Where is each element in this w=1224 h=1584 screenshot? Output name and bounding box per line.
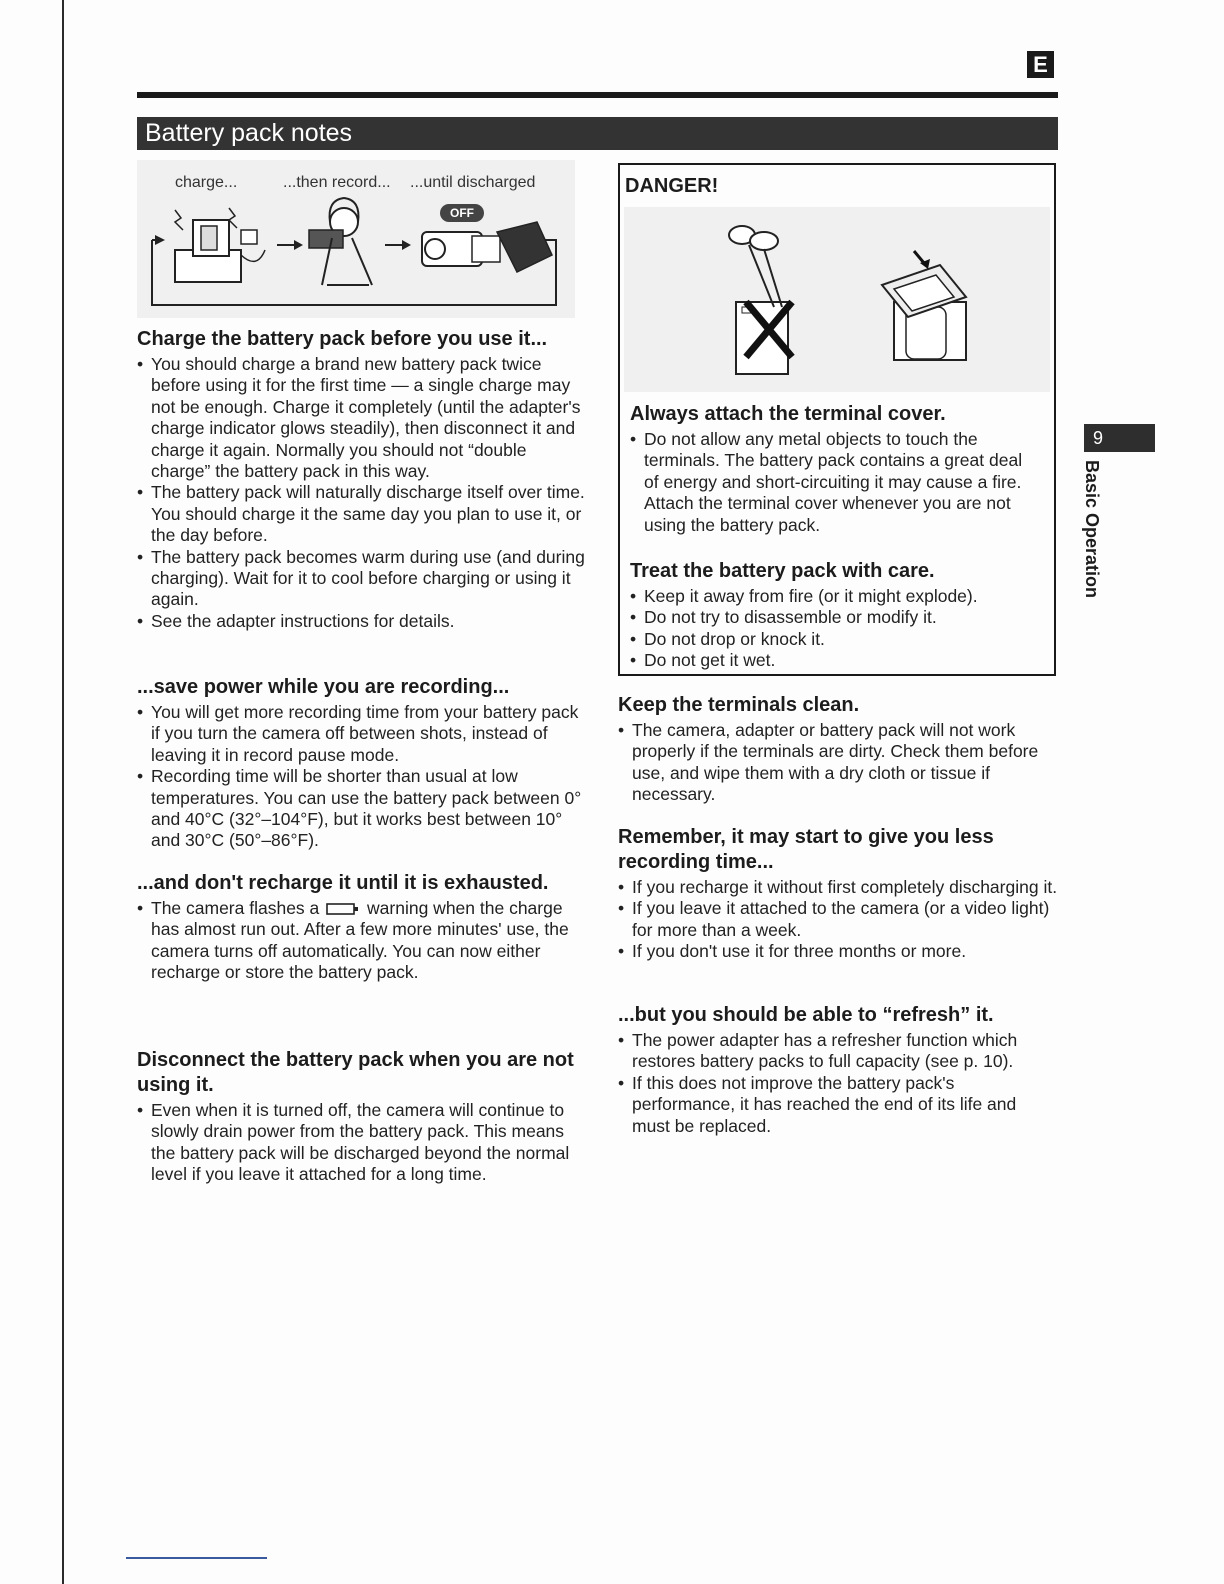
list-item <box>137 898 587 984</box>
terminals-clean-list <box>618 720 1058 806</box>
list-item: • Do not get it wet. <box>630 650 1040 671</box>
charger-icon <box>175 208 265 282</box>
section-treat-care <box>630 559 1040 672</box>
list-item: • Do not try to disassemble or modify it. <box>630 607 1040 628</box>
heading-refresh: ...but you should be able to “refresh” it. <box>618 1004 994 1026</box>
section-refresh <box>618 1003 1058 1137</box>
heading-terminals-clean: Keep the terminals clean. <box>618 694 860 716</box>
list-item: • See the adapter instructions for details. <box>137 611 587 632</box>
list-item: • The power adapter has a refresher function which restores battery packs to full capacity (see p. 10). <box>618 1030 1058 1073</box>
heading-disconnect: Disconnect the battery pack when you are not using it. <box>137 1049 574 1096</box>
terminal-cover-icon <box>882 251 966 360</box>
dont-recharge-list <box>137 898 587 984</box>
disconnect-list <box>137 1100 587 1186</box>
list-item: • Recording time will be shorter than usual at low temperatures. You can use the battery pack between 0° and 40°C (32°–104°F), but it works best between 10° and 30°C (50°–86°F). <box>137 766 587 852</box>
section-title: Battery pack notes <box>145 119 353 147</box>
warning-text-before: The camera flashes a <box>151 898 320 918</box>
section-less-time <box>618 825 1058 963</box>
section-save-power <box>137 675 587 852</box>
keys-icon <box>729 226 782 307</box>
terminal-cover-list <box>630 429 1040 536</box>
danger-title: DANGER! <box>625 175 719 197</box>
heading-charge: Charge the battery pack before you use it... <box>137 328 548 350</box>
list-item: • You will get more recording time from your battery pack if you turn the camera off between shots, instead of leaving it in record pause mode. <box>137 702 587 766</box>
label-record: ...then record... <box>283 174 391 191</box>
heading-treat-care: Treat the battery pack with care. <box>630 560 935 582</box>
list-item: • The battery pack becomes warm during use (and during charging). Wait for it to cool before charging or using it again. <box>137 547 587 611</box>
save-power-list <box>137 702 587 852</box>
keys-terminal-drawing <box>624 207 1050 392</box>
section-terminals-clean <box>618 693 1058 806</box>
battery-warning-icon <box>326 903 360 915</box>
warning-text-after: warning when the charge has almost run out. After a few more minutes' use, the camera turns off automatically. You can now either recharge or store the battery pack. <box>151 898 569 983</box>
label-discharged: ...until discharged <box>410 174 536 191</box>
charge-cycle-illustration <box>137 160 575 318</box>
list-item: • Even when it is turned off, the camera will continue to slowly drain power from the battery pack. This means the battery pack will be discharged beyond the normal level if you leave it attached for a long time. <box>137 1100 587 1186</box>
heading-terminal-cover: Always attach the terminal cover. <box>630 403 946 425</box>
heading-save-power: ...save power while you are recording... <box>137 676 510 698</box>
danger-illustration <box>624 207 1050 392</box>
refresh-list <box>618 1030 1058 1137</box>
section-disconnect <box>137 1048 587 1186</box>
list-item: • If you leave it attached to the camera (or a video light) for more than a week. <box>618 898 1058 941</box>
less-time-list <box>618 877 1058 963</box>
list-item: • If you don't use it for three months or more. <box>618 941 1058 962</box>
person-recording-icon <box>309 198 372 285</box>
charge-list <box>137 354 587 632</box>
chapter-tab-label: Basic Operation <box>1082 460 1102 599</box>
list-item: • If this does not improve the battery pack's performance, it has reached the end of its life and must be replaced. <box>618 1073 1058 1137</box>
page-left-rule <box>62 0 64 1584</box>
heading-less-time: Remember, it may start to give you less recording time... <box>618 826 994 873</box>
top-rule <box>137 92 1058 98</box>
list-item: • Do not drop or knock it. <box>630 629 1040 650</box>
list-item: • Keep it away from fire (or it might explode). <box>630 586 1040 607</box>
section-title-bar <box>137 117 1058 150</box>
heading-dont-recharge: ...and don't recharge it until it is exhausted. <box>137 872 549 894</box>
chapter-tab-number: 9 <box>1084 424 1155 452</box>
list-item: • You should charge a brand new battery pack twice before using it for the first time — a single charge may not be enough. Charge it completely (until the adapter's charge indicator glows steadily), then disconnect it and charge it again. Normally you should not “double charge” the battery pack in this way. <box>137 354 587 482</box>
section-charge <box>137 327 587 632</box>
treat-care-list <box>630 586 1040 672</box>
language-badge: E <box>1027 51 1054 78</box>
list-item: • Do not allow any metal objects to touch the terminals. The battery pack contains a great deal of energy and short-circuiting it may cause a fire. Attach the terminal cover whenever you are not using the battery pack. <box>630 429 1040 536</box>
section-dont-recharge <box>137 871 587 984</box>
footnote-rule <box>126 1557 267 1559</box>
chapter-tab <box>1080 460 1110 610</box>
label-charge: charge... <box>175 174 238 191</box>
list-item: • If you recharge it without first completely discharging it. <box>618 877 1058 898</box>
list-item: • The battery pack will naturally discharge itself over time. You should charge it the same day you plan to use it, or the day before. <box>137 482 587 546</box>
charge-cycle-drawing <box>137 160 575 318</box>
list-item: • The camera, adapter or battery pack will not work properly if the terminals are dirty. Check them before use, and wipe them with a dry cloth or tissue if necessary. <box>618 720 1058 806</box>
danger-box <box>618 163 1056 676</box>
section-terminal-cover <box>630 402 1040 536</box>
off-badge: OFF <box>450 206 474 220</box>
